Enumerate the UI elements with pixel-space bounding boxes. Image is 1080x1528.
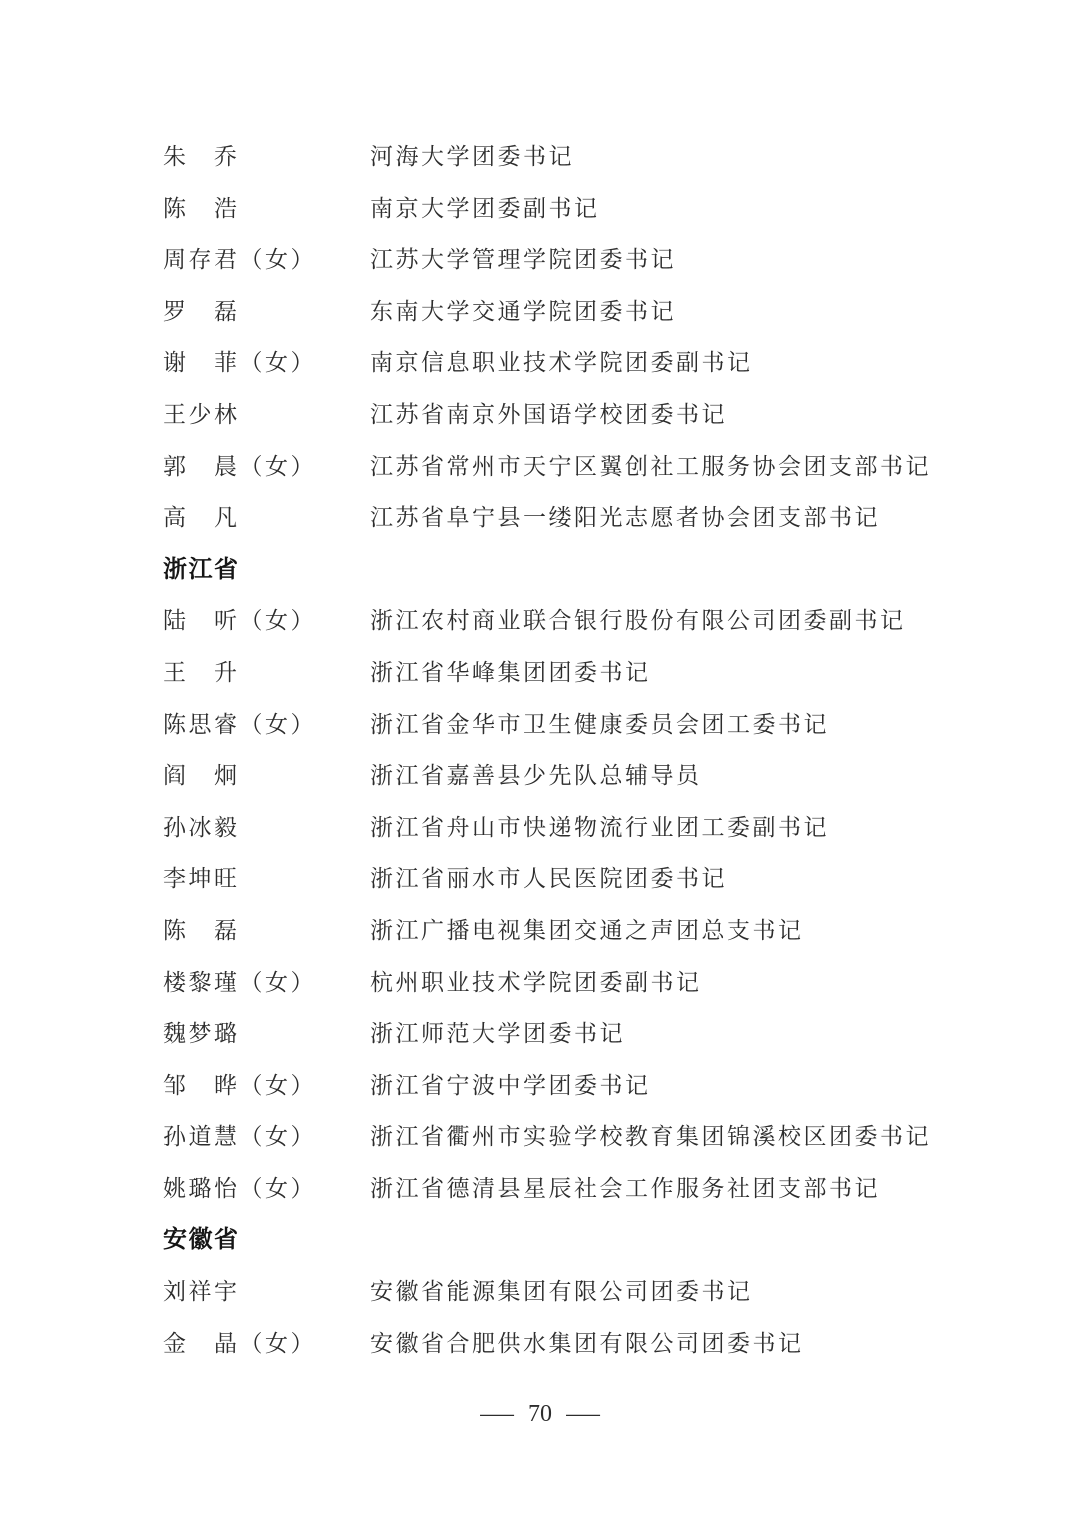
person-position: 浙江省金华市卫生健康委员会团工委书记	[370, 711, 829, 737]
roster-row	[163, 905, 993, 957]
roster-row	[163, 492, 993, 544]
person-position: 江苏省阜宁县一缕阳光志愿者协会团支部书记	[370, 505, 880, 531]
person-position: 杭州职业技术学院团委副书记	[370, 969, 702, 995]
roster-row	[163, 337, 993, 389]
person-name: 阎 炯	[163, 763, 240, 789]
footer-right-dash: —	[566, 1401, 600, 1427]
roster-row	[163, 1060, 993, 1112]
roster-row	[163, 699, 993, 751]
roster-row	[163, 441, 993, 493]
person-name: 孙冰毅	[163, 814, 240, 840]
person-position: 浙江省德清县星辰社会工作服务社团支部书记	[370, 1175, 880, 1201]
person-position: 浙江省华峰集团团委书记	[370, 659, 651, 685]
roster-row	[163, 750, 993, 802]
roster-row	[163, 183, 993, 235]
person-name: 陆 听（女）	[163, 608, 316, 634]
roster-row	[163, 1318, 993, 1370]
person-position: 河海大学团委书记	[370, 144, 574, 169]
person-name: 郭 晨（女）	[163, 453, 316, 479]
person-name: 孙道慧（女）	[163, 1124, 316, 1150]
person-name: 刘祥宇	[163, 1279, 240, 1305]
person-position: 江苏省南京外国语学校团委书记	[370, 401, 727, 427]
person-position: 江苏大学管理学院团委书记	[370, 247, 676, 273]
person-name: 周存君（女）	[163, 247, 316, 273]
person-name: 王少林	[163, 401, 240, 427]
person-name: 魏梦璐	[163, 1021, 240, 1047]
roster-row	[163, 1266, 993, 1318]
person-name: 谢 菲（女）	[163, 350, 316, 376]
person-position: 江苏省常州市天宁区翼创社工服务协会团支部书记	[370, 453, 931, 479]
person-name: 金 晶（女）	[163, 1330, 316, 1356]
footer-left-dash: —	[480, 1401, 514, 1427]
roster-row	[163, 389, 993, 441]
person-name: 高 凡	[163, 505, 240, 531]
person-position: 浙江省丽水市人民医院团委书记	[370, 866, 727, 892]
province-section-header: 安徽省	[163, 1226, 240, 1254]
person-name: 邹 晔（女）	[163, 1072, 316, 1098]
person-position: 浙江师范大学团委书记	[370, 1021, 625, 1047]
person-position: 东南大学交通学院团委书记	[370, 298, 676, 324]
roster-row	[163, 853, 993, 905]
person-position: 南京大学团委副书记	[370, 195, 600, 221]
roster-row	[163, 286, 993, 338]
entry-list	[163, 131, 993, 1369]
person-name: 李坤旺	[163, 866, 240, 892]
roster-row	[163, 1008, 993, 1060]
person-name: 姚璐怡（女）	[163, 1175, 316, 1201]
person-position: 安徽省合肥供水集团有限公司团委书记	[370, 1330, 804, 1356]
person-name: 王 升	[163, 659, 240, 685]
province-section-header: 浙江省	[163, 555, 240, 583]
person-name: 罗 磊	[163, 298, 240, 324]
roster-row	[163, 1111, 993, 1163]
roster-row	[163, 234, 993, 286]
person-position: 浙江省宁波中学团委书记	[370, 1072, 651, 1098]
person-name: 陈 磊	[163, 917, 240, 943]
person-name: 陈思睿（女）	[163, 711, 316, 737]
roster-row	[163, 647, 993, 699]
person-position: 南京信息职业技术学院团委副书记	[370, 350, 753, 376]
person-position: 浙江省嘉善县少先队总辅导员	[370, 763, 702, 789]
person-position: 浙江省舟山市快递物流行业团工委副书记	[370, 814, 829, 840]
roster-row	[163, 802, 993, 854]
roster-row	[163, 1163, 993, 1215]
roster-row	[163, 131, 993, 183]
roster-row	[163, 957, 993, 1009]
person-position: 安徽省能源集团有限公司团委书记	[370, 1279, 753, 1305]
person-position: 浙江省衢州市实验学校教育集团锦溪校区团委书记	[370, 1124, 931, 1150]
roster-row	[163, 595, 993, 647]
person-name: 朱 乔	[163, 144, 240, 169]
person-name: 楼黎瑾（女）	[163, 969, 316, 995]
person-name: 陈 浩	[163, 195, 240, 221]
person-position: 浙江农村商业联合银行股份有限公司团委副书记	[370, 608, 906, 634]
page-footer	[0, 1396, 1080, 1432]
page-number: 70	[528, 1401, 552, 1427]
person-position: 浙江广播电视集团交通之声团总支书记	[370, 917, 804, 943]
